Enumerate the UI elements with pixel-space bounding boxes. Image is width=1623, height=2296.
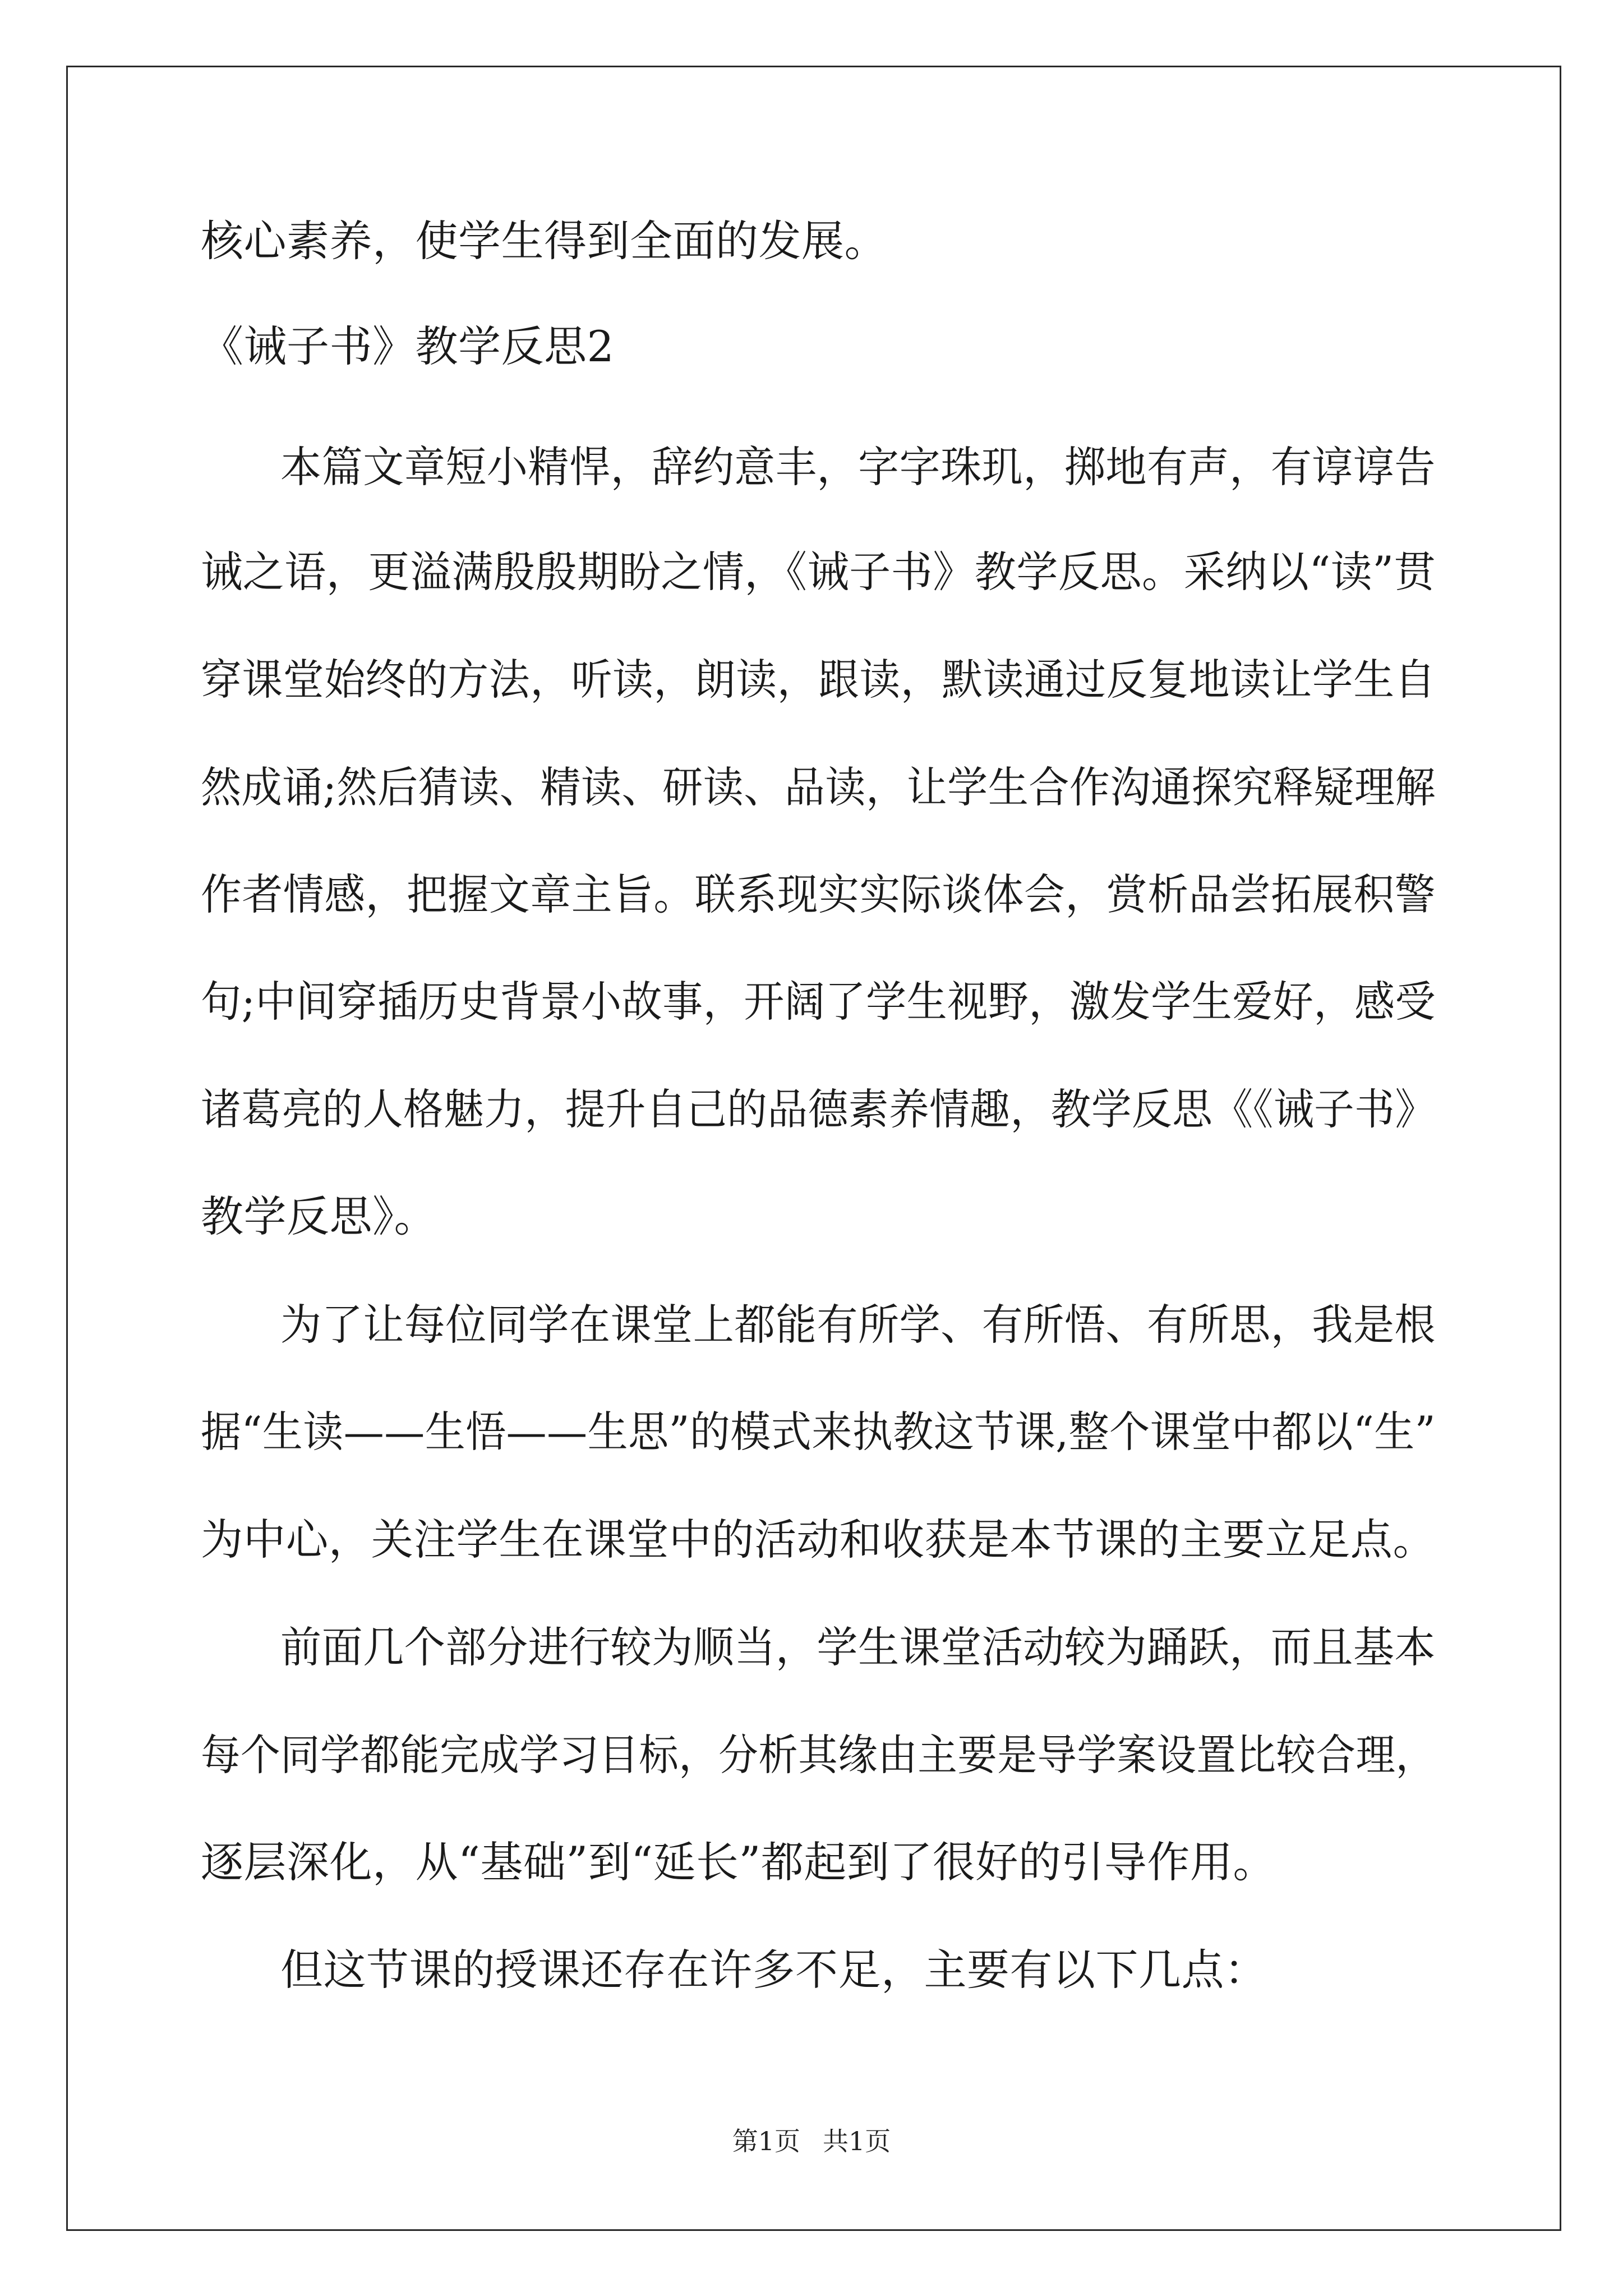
paragraph-line: 教学反思》。 bbox=[201, 1191, 437, 1241]
paragraph-line: 核心素养，使学生得到全面的发展。 bbox=[201, 216, 887, 266]
page-footer bbox=[0, 2124, 1623, 2158]
paragraph-line: 作者情感，把握文章主旨。联系现实实际谈体会，赏析品尝拓展积警 bbox=[201, 869, 1436, 919]
paragraph-line: 穿课堂始终的方法，听读，朗读，跟读，默读通过反复地读让学生自 bbox=[201, 655, 1436, 705]
paragraph-line: 然成诵;然后猜读、精读、研读、品读，让学生合作沟通探究释疑理解 bbox=[201, 762, 1436, 812]
paragraph-line: 句;中间穿插历史背景小故事，开阔了学生视野，激发学生爱好，感受 bbox=[201, 977, 1436, 1027]
paragraph-line: 为中心，关注学生在课堂中的活动和收获是本节课的主要立足点。 bbox=[201, 1515, 1436, 1565]
paragraph-line: 据“生读——生悟——生思”的模式来执教这节课,整个课堂中都以“生” bbox=[201, 1407, 1436, 1457]
paragraph-line: 诫之语，更溢满殷殷期盼之情，《诫子书》教学反思。采纳以“读”贯 bbox=[201, 547, 1436, 597]
paragraph-line: 逐层深化，从“基础”到“延长”都起到了很好的引导作用。 bbox=[201, 1837, 1276, 1887]
page-border bbox=[66, 66, 1561, 2231]
page-total: 共1页 bbox=[823, 2126, 891, 2156]
paragraph-line: 本篇文章短小精悍，辞约意丰，字字珠玑，掷地有声，有谆谆告 bbox=[280, 442, 1436, 492]
page-number: 第1页 bbox=[732, 2126, 800, 2156]
paragraph-line: 前面几个部分进行较为顺当，学生课堂活动较为踊跃，而且基本 bbox=[280, 1622, 1436, 1672]
section-title: 《诫子书》教学反思2 bbox=[201, 321, 615, 371]
paragraph-line: 为了让每位同学在课堂上都能有所学、有所悟、有所思，我是根 bbox=[280, 1300, 1436, 1350]
paragraph-line: 每个同学都能完成学习目标，分析其缘由主要是导学案设置比较合理， bbox=[201, 1730, 1436, 1780]
paragraph-line: 诸葛亮的人格魅力，提升自己的品德素养情趣，教学反思《《诫子书》 bbox=[201, 1084, 1436, 1134]
paragraph-line: 但这节课的授课还存在许多不足，主要有以下几点： bbox=[280, 1945, 1267, 1995]
